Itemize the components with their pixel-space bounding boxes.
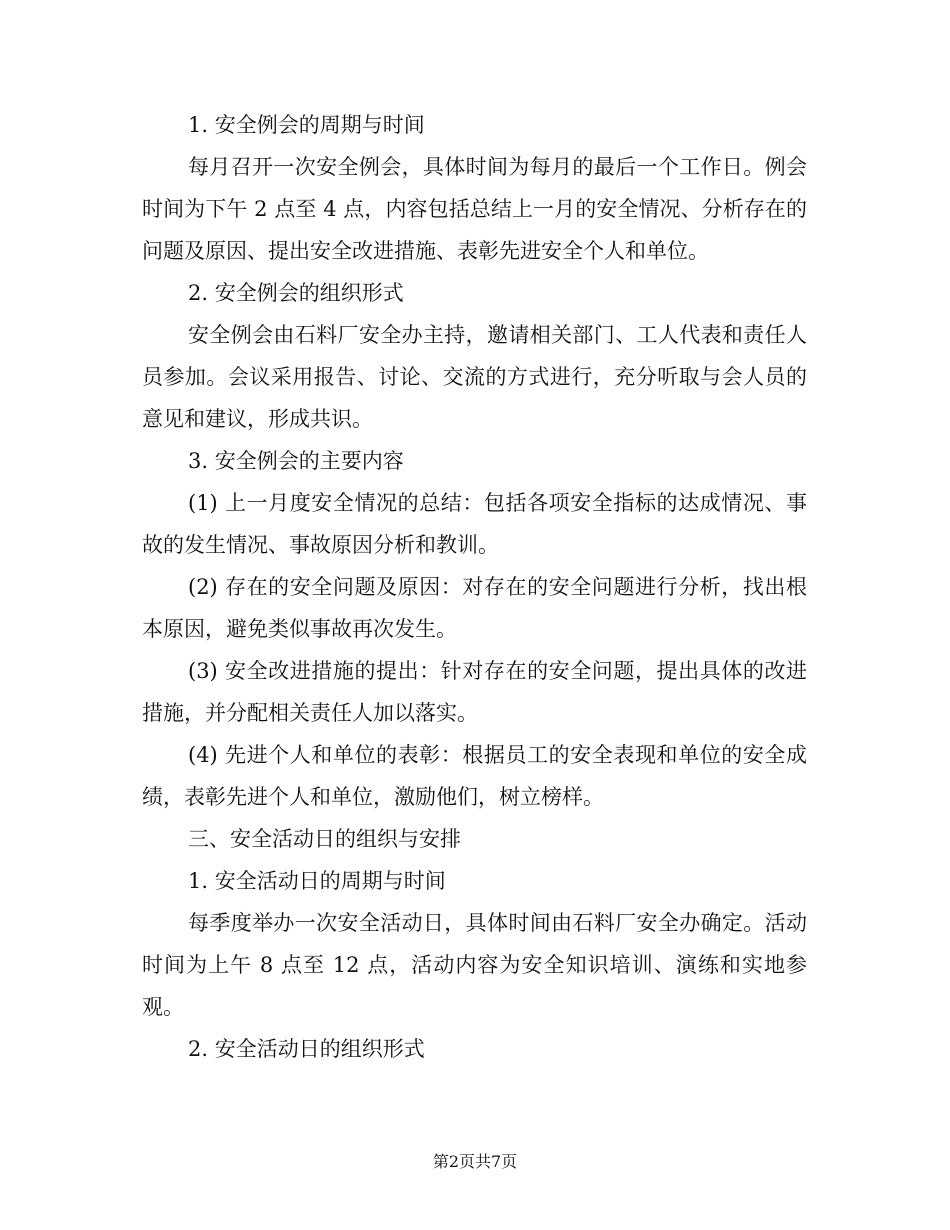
list-item-paragraph: (2) 存在的安全问题及原因：对存在的安全问题进行分析，找出根本原因，避免类似事故再次发生。 — [142, 575, 807, 641]
body-paragraph: 每月召开一次安全例会，具体时间为每月的最后一个工作日。例会时间为下午 2 点至 4 点，内容包括总结上一月的安全情况、分析存在的问题及原因、提出安全改进措施、表彰先进安全个人和单位。 — [142, 155, 807, 263]
list-item-paragraph: (1) 上一月度安全情况的总结：包括各项安全指标的达成情况、事故的发生情况、事故原因分析和教训。 — [142, 491, 807, 557]
document-body — [142, 104, 807, 1070]
section-heading: 2. 安全例会的组织形式 — [188, 281, 404, 305]
list-item-paragraph: (4) 先进个人和单位的表彰：根据员工的安全表现和单位的安全成绩，表彰先进个人和单位，激励他们，树立榜样。 — [142, 743, 807, 809]
section-heading: 1. 安全例会的周期与时间 — [188, 113, 425, 137]
chapter-heading: 三、安全活动日的组织与安排 — [188, 827, 461, 851]
section-heading: 1. 安全活动日的周期与时间 — [188, 869, 446, 893]
page-number-footer: 第2页共7页 — [432, 1152, 518, 1171]
section-heading: 3. 安全例会的主要内容 — [188, 449, 404, 473]
body-paragraph: 每季度举办一次安全活动日，具体时间由石料厂安全办确定。活动时间为上午 8 点至 12 点，活动内容为安全知识培训、演练和实地参观。 — [142, 911, 807, 1019]
body-paragraph: 安全例会由石料厂安全办主持，邀请相关部门、工人代表和责任人员参加。会议采用报告、讨论、交流的方式进行，充分听取与会人员的意见和建议，形成共识。 — [142, 323, 807, 431]
section-heading: 2. 安全活动日的组织形式 — [188, 1037, 425, 1061]
list-item-paragraph: (3) 安全改进措施的提出：针对存在的安全问题，提出具体的改进措施，并分配相关责任人加以落实。 — [142, 659, 807, 725]
